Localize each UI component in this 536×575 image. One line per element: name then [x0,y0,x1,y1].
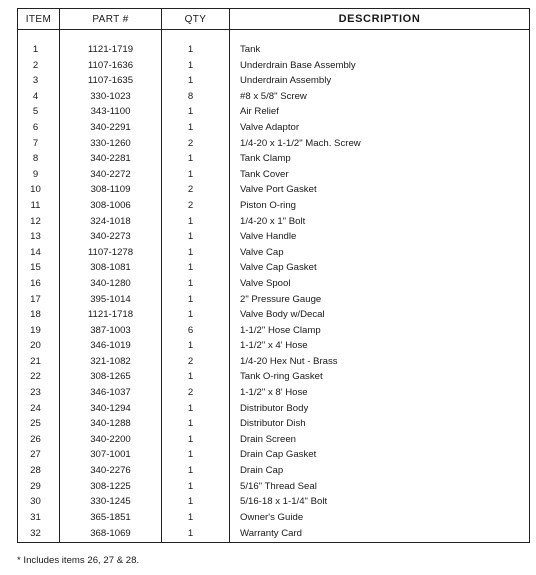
part-number-cell: 308-1109 [60,182,162,198]
description-cell: Distributor Dish [230,416,530,432]
part-column-header: PART # [60,9,162,30]
item-cell: 21 [18,354,60,370]
qty-cell: 1 [162,479,230,495]
part-number-cell: 340-2200 [60,432,162,448]
qty-cell: 1 [162,58,230,74]
part-number-cell: 346-1037 [60,385,162,401]
description-cell: Tank Cover [230,167,530,183]
description-cell: 1/4-20 Hex Nut - Brass [230,354,530,370]
description-cell: 1/4-20 x 1" Bolt [230,214,530,230]
part-number-cell: 308-1225 [60,479,162,495]
description-cell: 2" Pressure Gauge [230,292,530,308]
part-number-cell: 340-1294 [60,401,162,417]
description-cell: Valve Port Gasket [230,182,530,198]
part-number-cell: 340-2291 [60,120,162,136]
table-row [18,416,530,432]
qty-cell: 1 [162,167,230,183]
description-cell: #8 x 5/8" Screw [230,89,530,105]
table-row [18,369,530,385]
table-row [18,510,530,526]
part-number-cell: 330-1245 [60,494,162,510]
description-cell: Tank O-ring Gasket [230,369,530,385]
footnote: * Includes items 26, 27 & 28. [17,555,140,566]
part-number-cell: 324-1018 [60,214,162,230]
item-cell: 16 [18,276,60,292]
qty-cell: 1 [162,276,230,292]
description-column-header: DESCRIPTION [230,9,530,30]
table-row [18,401,530,417]
item-cell: 29 [18,479,60,495]
item-cell: 9 [18,167,60,183]
description-cell: Tank [230,42,530,58]
qty-cell: 1 [162,151,230,167]
item-cell: 15 [18,260,60,276]
qty-cell: 1 [162,525,230,543]
item-cell: 23 [18,385,60,401]
table-row [18,58,530,74]
description-cell: Valve Cap Gasket [230,260,530,276]
qty-cell: 2 [162,198,230,214]
part-number-cell: 343-1100 [60,104,162,120]
item-cell: 18 [18,307,60,323]
part-number-cell: 340-2273 [60,229,162,245]
qty-cell: 1 [162,447,230,463]
description-cell: 5/16" Thread Seal [230,479,530,495]
item-cell: 26 [18,432,60,448]
part-number-cell: 340-2272 [60,167,162,183]
item-cell: 7 [18,136,60,152]
description-cell: Warranty Card [230,525,530,543]
description-cell: 5/16-18 x 1-1/4" Bolt [230,494,530,510]
item-cell: 17 [18,292,60,308]
item-cell: 6 [18,120,60,136]
part-number-cell: 387-1003 [60,323,162,339]
qty-cell: 1 [162,307,230,323]
qty-cell: 1 [162,73,230,89]
item-cell: 8 [18,151,60,167]
table-row [18,198,530,214]
part-number-cell: 346-1019 [60,338,162,354]
qty-cell: 1 [162,494,230,510]
part-number-cell: 368-1069 [60,525,162,543]
qty-cell: 2 [162,136,230,152]
part-number-cell: 330-1260 [60,136,162,152]
table-row [18,42,530,58]
description-cell: Drain Cap Gasket [230,447,530,463]
item-cell: 14 [18,245,60,261]
item-cell: 30 [18,494,60,510]
qty-cell: 2 [162,385,230,401]
part-number-cell: 365-1851 [60,510,162,526]
description-cell: Owner's Guide [230,510,530,526]
description-cell: Tank Clamp [230,151,530,167]
table-row [18,182,530,198]
part-number-cell: 340-2276 [60,463,162,479]
table-row [18,432,530,448]
part-number-cell: 1107-1278 [60,245,162,261]
table-row [18,447,530,463]
description-cell: 1/4-20 x 1-1/2" Mach. Screw [230,136,530,152]
item-cell: 25 [18,416,60,432]
description-cell: Drain Screen [230,432,530,448]
table-row [18,479,530,495]
table-row [18,214,530,230]
description-cell: Underdrain Assembly [230,73,530,89]
spacer-row [18,30,530,43]
description-cell: Underdrain Base Assembly [230,58,530,74]
description-cell: 1-1/2" Hose Clamp [230,323,530,339]
table-row [18,292,530,308]
part-number-cell: 340-2281 [60,151,162,167]
table-row [18,323,530,339]
item-cell: 13 [18,229,60,245]
table-row [18,104,530,120]
qty-cell: 2 [162,182,230,198]
part-number-cell: 321-1082 [60,354,162,370]
qty-cell: 1 [162,463,230,479]
qty-cell: 1 [162,120,230,136]
table-row [18,463,530,479]
qty-cell: 1 [162,229,230,245]
part-number-cell: 340-1288 [60,416,162,432]
item-cell: 2 [18,58,60,74]
table-row [18,151,530,167]
table-row [18,89,530,105]
qty-cell: 1 [162,292,230,308]
qty-cell: 1 [162,245,230,261]
item-cell: 4 [18,89,60,105]
part-number-cell: 1107-1635 [60,73,162,89]
description-cell: Valve Body w/Decal [230,307,530,323]
description-cell: Valve Adaptor [230,120,530,136]
description-cell: Valve Spool [230,276,530,292]
qty-cell: 1 [162,214,230,230]
part-number-cell: 308-1265 [60,369,162,385]
qty-cell: 1 [162,416,230,432]
part-number-cell: 1121-1718 [60,307,162,323]
table-row [18,245,530,261]
qty-cell: 1 [162,510,230,526]
qty-cell: 1 [162,42,230,58]
item-column-header: ITEM [18,9,60,30]
table-row [18,338,530,354]
description-cell: Valve Cap [230,245,530,261]
part-number-cell: 1121-1719 [60,42,162,58]
table-row [18,385,530,401]
qty-cell: 1 [162,260,230,276]
description-cell: 1-1/2" x 4' Hose [230,338,530,354]
item-cell: 27 [18,447,60,463]
table-row [18,354,530,370]
table-row [18,167,530,183]
part-number-cell: 1107-1636 [60,58,162,74]
qty-cell: 2 [162,354,230,370]
part-number-cell: 330-1023 [60,89,162,105]
item-cell: 10 [18,182,60,198]
qty-cell: 1 [162,432,230,448]
part-number-cell: 340-1280 [60,276,162,292]
qty-cell: 1 [162,104,230,120]
description-cell: Drain Cap [230,463,530,479]
qty-column-header: QTY [162,9,230,30]
parts-list-table [17,8,530,543]
description-cell: Distributor Body [230,401,530,417]
header-row [18,9,530,30]
description-cell: Air Relief [230,104,530,120]
item-cell: 22 [18,369,60,385]
part-number-cell: 307-1001 [60,447,162,463]
item-cell: 3 [18,73,60,89]
part-number-cell: 308-1006 [60,198,162,214]
qty-cell: 1 [162,369,230,385]
qty-cell: 6 [162,323,230,339]
item-cell: 12 [18,214,60,230]
table-row [18,525,530,543]
table-row [18,73,530,89]
item-cell: 5 [18,104,60,120]
part-number-cell: 308-1081 [60,260,162,276]
item-cell: 20 [18,338,60,354]
item-cell: 31 [18,510,60,526]
table-row [18,229,530,245]
description-cell: Valve Handle [230,229,530,245]
table-row [18,494,530,510]
table-row [18,136,530,152]
table-row [18,276,530,292]
qty-cell: 1 [162,401,230,417]
description-cell: 1-1/2" x 8' Hose [230,385,530,401]
item-cell: 19 [18,323,60,339]
table-row [18,120,530,136]
item-cell: 1 [18,42,60,58]
table-row [18,260,530,276]
qty-cell: 8 [162,89,230,105]
description-cell: Piston O-ring [230,198,530,214]
item-cell: 32 [18,525,60,543]
part-number-cell: 395-1014 [60,292,162,308]
table-row [18,307,530,323]
item-cell: 11 [18,198,60,214]
item-cell: 28 [18,463,60,479]
item-cell: 24 [18,401,60,417]
qty-cell: 1 [162,338,230,354]
